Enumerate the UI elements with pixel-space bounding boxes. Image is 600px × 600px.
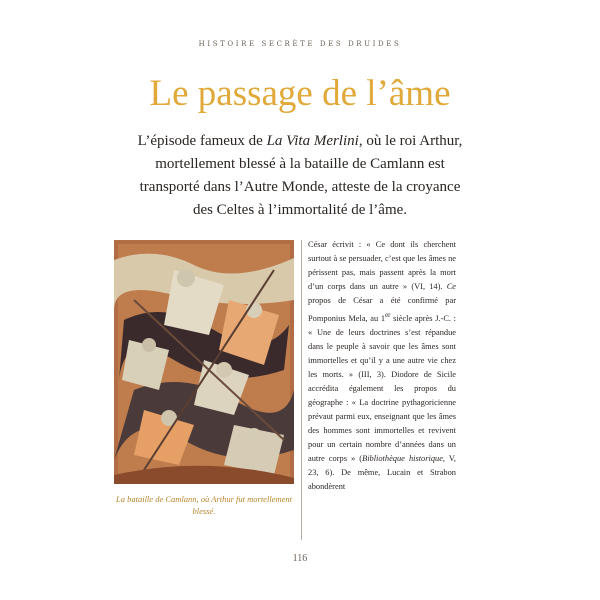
page-number: 116	[292, 553, 308, 564]
lead-paragraph	[135, 130, 465, 222]
page-title: Le passage de l’âme	[149, 73, 451, 114]
lead-text-start: L’épisode fameux de	[137, 133, 267, 149]
century-suffix: er	[385, 311, 391, 319]
column-rule	[301, 240, 302, 540]
lead-text-end: , où le roi Arthur, mortellement blessé à la bataille de Camlann est transporté dans l’Autre Monde, atteste de la croyance des Celtes à l’immortalité de l’âme.	[139, 133, 463, 218]
century-number: 1	[380, 313, 386, 323]
body-segment: propos de César a été confirmé par Pomponius Mela, au	[308, 296, 456, 323]
body-segment: , V, 23, 6). De même, Lucain et Strabon abondèrent	[308, 453, 456, 491]
battle-scene-image	[114, 240, 294, 484]
cited-work-title: Bibliothèque historique	[362, 453, 443, 463]
lead-work-title: La Vita Merlini	[266, 133, 359, 149]
body-text	[308, 238, 456, 494]
running-header: HISTOIRE SECRÈTE DES DRUIDES	[198, 40, 402, 48]
body-italic: Ce	[446, 282, 456, 291]
battle-illustration	[114, 240, 294, 484]
body-segment: César écrivit : « Ce dont ils cherchent surtout à se persuader, c’est que les âmes ne périssent pas, mais passent après la mort d’un corps dans un autre » (VI, 14).	[308, 240, 456, 291]
body-segment: siècle après J.-C. : « Une de leurs doctrines s’est répandue dans le peuple à savoir que les âmes sont immortelles et qu’il y a une autre vie chez les morts. » (III, 3). Diodore de Sicile accrédita également les propos du géographe : « La doctrine pythagoricienne prévaut parmi eux, enseignant que les âmes des hommes sont immortelles et revivent pour un certain nombre d’années dans un autre corps » (	[308, 313, 456, 463]
illustration-caption: La bataille de Camlann, où Arthur fut mortellement blessé.	[116, 494, 292, 516]
